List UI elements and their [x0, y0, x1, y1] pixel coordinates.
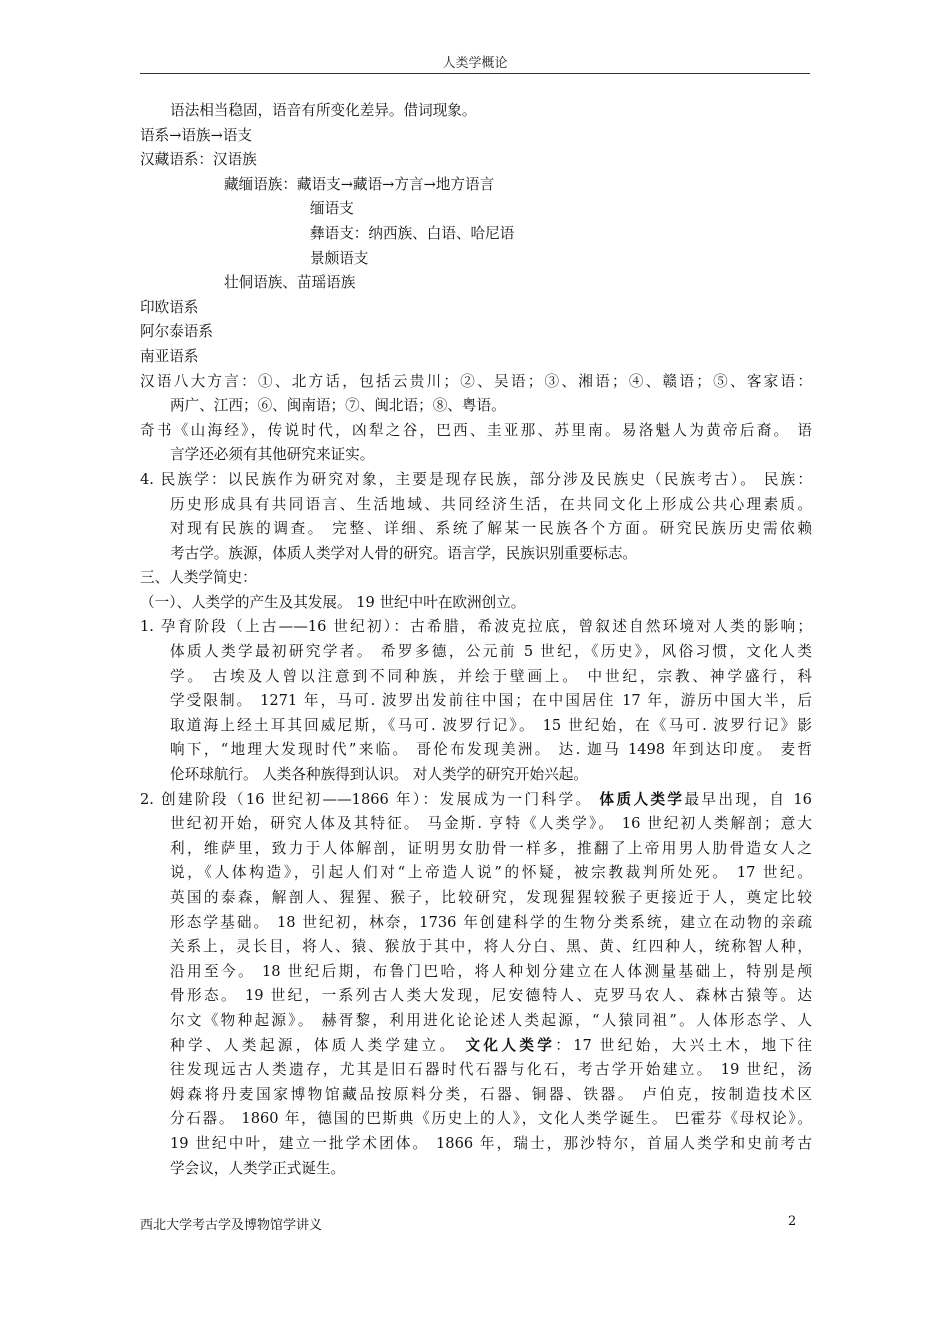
text-line: 汉语八大方言：①、北方话，包括云贵川；②、吴语；③、湘语；④、赣语；⑤、客家语： [140, 372, 812, 390]
text-line: 伦环球航行。 人类各种族得到认识。 对人类学的研究开始兴起。 [170, 766, 588, 784]
text-line: 言学还必须有其他研究来证实。 [170, 446, 375, 464]
text-line: 1. 孕育阶段（上古——16 世纪初）：古希腊，希波克拉底，曾叙述自然环境对人类的影响； [140, 618, 812, 636]
text-run: 2. 创建阶段（16 世纪初——1866 年）：发展成为一门科学。 [140, 790, 600, 808]
text-line: 姆森将丹麦国家博物馆藏品按原料分类，石器、铜器、铁器。 卢伯克，按制造技术区 [170, 1085, 812, 1103]
text-line: 语法相当稳固，语音有所变化差异。借词现象。 [170, 102, 477, 119]
text-line: 尔文《物种起源》。 赫胥黎，利用进化论论述人类起源，“人猿同祖”。人体形态学、人 [170, 1011, 812, 1029]
bold-term: 文化人类学 [465, 1036, 556, 1054]
text-line: 体质人类学最初研究学者。 希罗多德，公元前 5 世纪，《历史》，风俗习惯，文化人类 [170, 643, 812, 661]
text-run: 种学、人类起源，体质人类学建立。 [170, 1036, 466, 1054]
text-line: 沿用至今。 18 世纪后期，布鲁门巴哈，将人种划分建立在人体测量基础上，特别是颅 [170, 962, 812, 980]
page-number: 2 [788, 1214, 797, 1229]
text-line: 利，维萨里，致力于人体解剖，证明男女肋骨一样多，推翻了上帝用男人肋骨造女人之 [170, 839, 812, 857]
text-line: 历史形成具有共同语言、生活地域、共同经济生活，在共同文化上形成公共心理素质。 [170, 495, 812, 513]
text-line: 分石器。 1860 年，德国的巴斯典《历史上的人》，文化人类学诞生。 巴霍芬《母权论》。 [170, 1110, 812, 1128]
text-run: ：17 世纪始，大兴土木，地下往 [555, 1036, 812, 1054]
text-line: 往发现远古人类遗存，尤其是旧石器时代石器与化石，考古学开始建立。 19 世纪，汤 [170, 1061, 812, 1079]
text-line: 英国的泰森，解剖人、猩猩、猴子，比较研究，发现猩猩较猴子更接近于人，奠定比较 [170, 889, 812, 906]
text-line: 学。 古埃及人曾以注意到不同种族，并绘于壁画上。 中世纪，宗教、神学盛行，科 [170, 667, 812, 685]
footer-course-title: 西北大学考古学及博物馆学讲义 [140, 1218, 323, 1233]
text-line: 学会议，人类学正式诞生。 [170, 1159, 346, 1177]
text-line: 壮侗语族、苗瑶语族 [224, 274, 356, 292]
text-line: 取道海上经土耳其回威尼斯，《马可. 波罗行记》。 15 世纪始，在《马可. 波罗行记》影 [170, 716, 812, 734]
document-body [140, 99, 812, 1181]
text-line: 骨形态。 19 世纪，一系列古人类大发现，尼安德特人、克罗马农人、森林古猿等。达 [170, 987, 812, 1005]
page-header-title: 人类学概论 [442, 56, 508, 71]
text-run: 最早出现，自 16 [684, 790, 812, 808]
text-line: 形态学基础。 18 世纪初，林奈，1736 年创建科学的生物分类系统，建立在动物的亲疏 [170, 913, 812, 931]
text-line: 两广、江西；⑥、闽南语；⑦、闽北语；⑧、粤语。 [170, 397, 506, 415]
text-line: 4. 民族学：以民族作为研究对象，主要是现存民族，部分涉及民族史（民族考古）。 民族： [140, 470, 812, 488]
text-line: 彝语支：纳西族、白语、哈尼语 [310, 224, 515, 242]
text-line: 学受限制。 1271 年，马可. 波罗出发前往中国；在中国居住 17 年，游历中国大半，后 [170, 692, 812, 710]
bold-term: 体质人类学 [599, 790, 685, 808]
text-line: 印欧语系 [140, 298, 199, 316]
text-line: 汉藏语系：汉语族 [140, 151, 257, 169]
text-line: 缅语支 [310, 200, 354, 218]
text-line: 说，《人体构造》，引起人们对“上帝造人说”的怀疑，被宗教裁判所处死。 17 世纪。 [170, 864, 812, 882]
text-line: 世纪初开始，研究人体及其特征。 马金斯. 亨特《人类学》。 16 世纪初人类解剖；意大 [170, 815, 812, 833]
text-line: 对现有民族的调查。 完整、详细、系统了解某一民族各个方面。研究民族历史需依赖 [170, 520, 812, 538]
text-line [140, 788, 812, 813]
text-line: 响下，“地理大发现时代”来临。 哥伦布发现美洲。 达. 迦马 1498 年到达印度。 麦哲 [170, 741, 812, 759]
text-line: 语系→语族→语支 [140, 126, 253, 144]
text-line: 关系上，灵长目，将人、猿、猴放于其中，将人分白、黑、黄、红四种人，统称智人种， [170, 938, 812, 956]
text-line: 阿尔泰语系 [140, 323, 213, 341]
section-heading: 三、人类学简史： [140, 569, 257, 587]
text-line: 南亚语系 [140, 347, 199, 365]
header-rule [140, 73, 810, 74]
subsection-heading: （一）、人类学的产生及其发展。 19 世纪中叶在欧洲创立。 [140, 593, 526, 611]
text-line: 19 世纪中叶，建立一批学术团体。 1866 年，瑞士，那沙特尔，首届人类学和史前考古 [170, 1134, 812, 1152]
text-line: 景颇语支 [310, 249, 369, 267]
text-line: 考古学。族源，体质人类学对人骨的研究。语言学，民族识别重要标志。 [170, 544, 638, 562]
text-line [140, 1034, 812, 1059]
text-line: 奇书《山海经》，传说时代，凶犁之谷，巴西、圭亚那、苏里南。易洛魁人为黄帝后裔。 语 [140, 421, 812, 439]
text-line: 藏缅语族：藏语支→藏语→方言→地方语言 [224, 175, 495, 193]
